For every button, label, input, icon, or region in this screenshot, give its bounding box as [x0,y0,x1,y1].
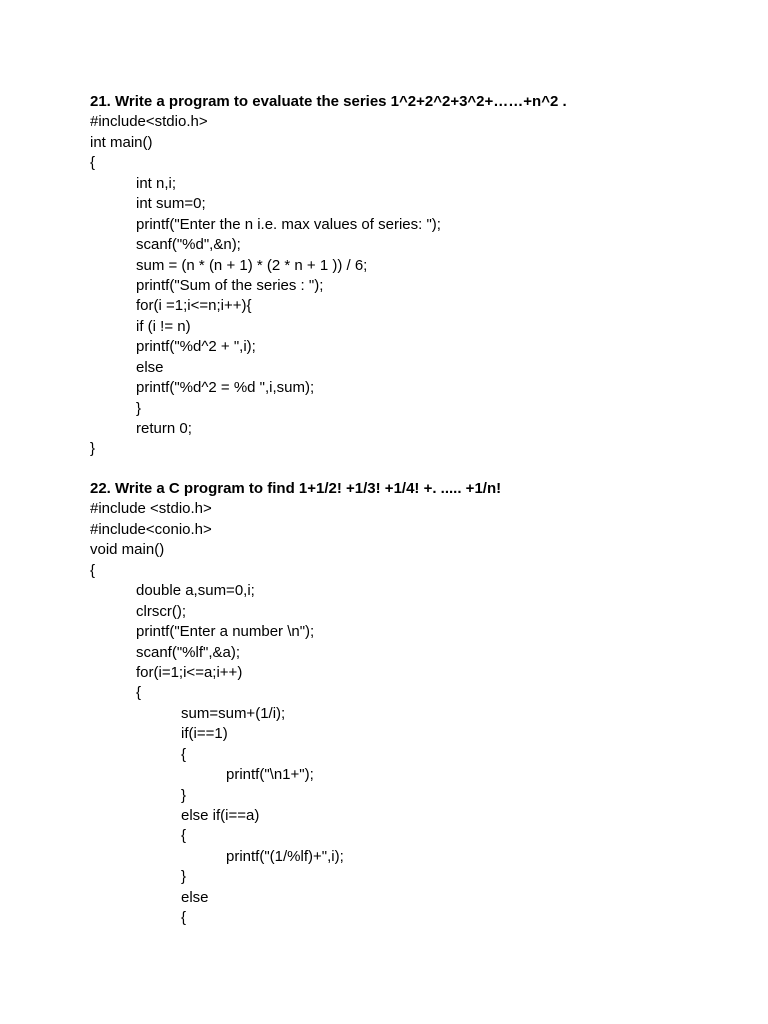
code-line: if (i != n) [136,317,191,335]
code-line: scanf("%d",&n); [136,236,241,254]
code-line: else [136,358,164,376]
code-line: printf("%d^2 + ",i); [136,338,256,356]
code-line: int main() [90,133,153,151]
code-line: printf("%d^2 = %d ",i,sum); [136,379,315,397]
question-22 [90,479,730,929]
code-line: printf("Sum of the series : "); [136,276,324,294]
code-line: return 0; [136,420,192,437]
code-line: int n,i; [136,174,177,192]
code-line: clrscr(); [136,602,186,620]
code-line: { [181,745,187,763]
code-line: else [181,888,209,906]
code-line: { [90,561,96,579]
code-line: if(i==1) [181,725,228,743]
code-line: void main() [90,541,165,559]
code-line: } [181,868,187,886]
code-line: } [181,786,187,804]
code-line: printf("Enter the n i.e. max values of series: "); [136,215,441,233]
code-line: { [90,154,96,172]
code-line: scanf("%lf",&a); [136,643,241,661]
code-line: for(i=1;i<=a;i++) [136,663,243,681]
code-line: sum = (n * (n + 1) * (2 * n + 1 )) / 6; [136,256,368,274]
question-21-heading: 21. Write a program to evaluate the series 1^2+2^2+3^2+……+n^2 . [90,93,567,110]
code-line: #include<stdio.h> [90,113,208,131]
code-line: #include <stdio.h> [90,500,212,518]
code-line: } [90,440,96,458]
code-line: double a,sum=0,i; [136,582,255,600]
code-line: for(i =1;i<=n;i++){ [136,297,252,315]
code-line: sum=sum+(1/i); [181,704,286,722]
code-line: else if(i==a) [181,807,260,824]
question-22-heading: 22. Write a C program to find 1+1/2! +1/3! +1/4! +. ..... +1/n! [90,480,502,497]
code-line: printf("Enter a number \n"); [136,623,315,641]
code-line: printf("\n1+"); [226,766,314,784]
code-line: #include<conio.h> [90,520,212,538]
code-line: { [136,684,142,702]
question-21 [90,92,730,460]
code-line: { [181,909,187,927]
code-line: } [136,399,142,417]
code-line: int sum=0; [136,195,206,213]
code-line: { [181,827,187,845]
code-line: printf("(1/%lf)+",i); [226,847,344,865]
